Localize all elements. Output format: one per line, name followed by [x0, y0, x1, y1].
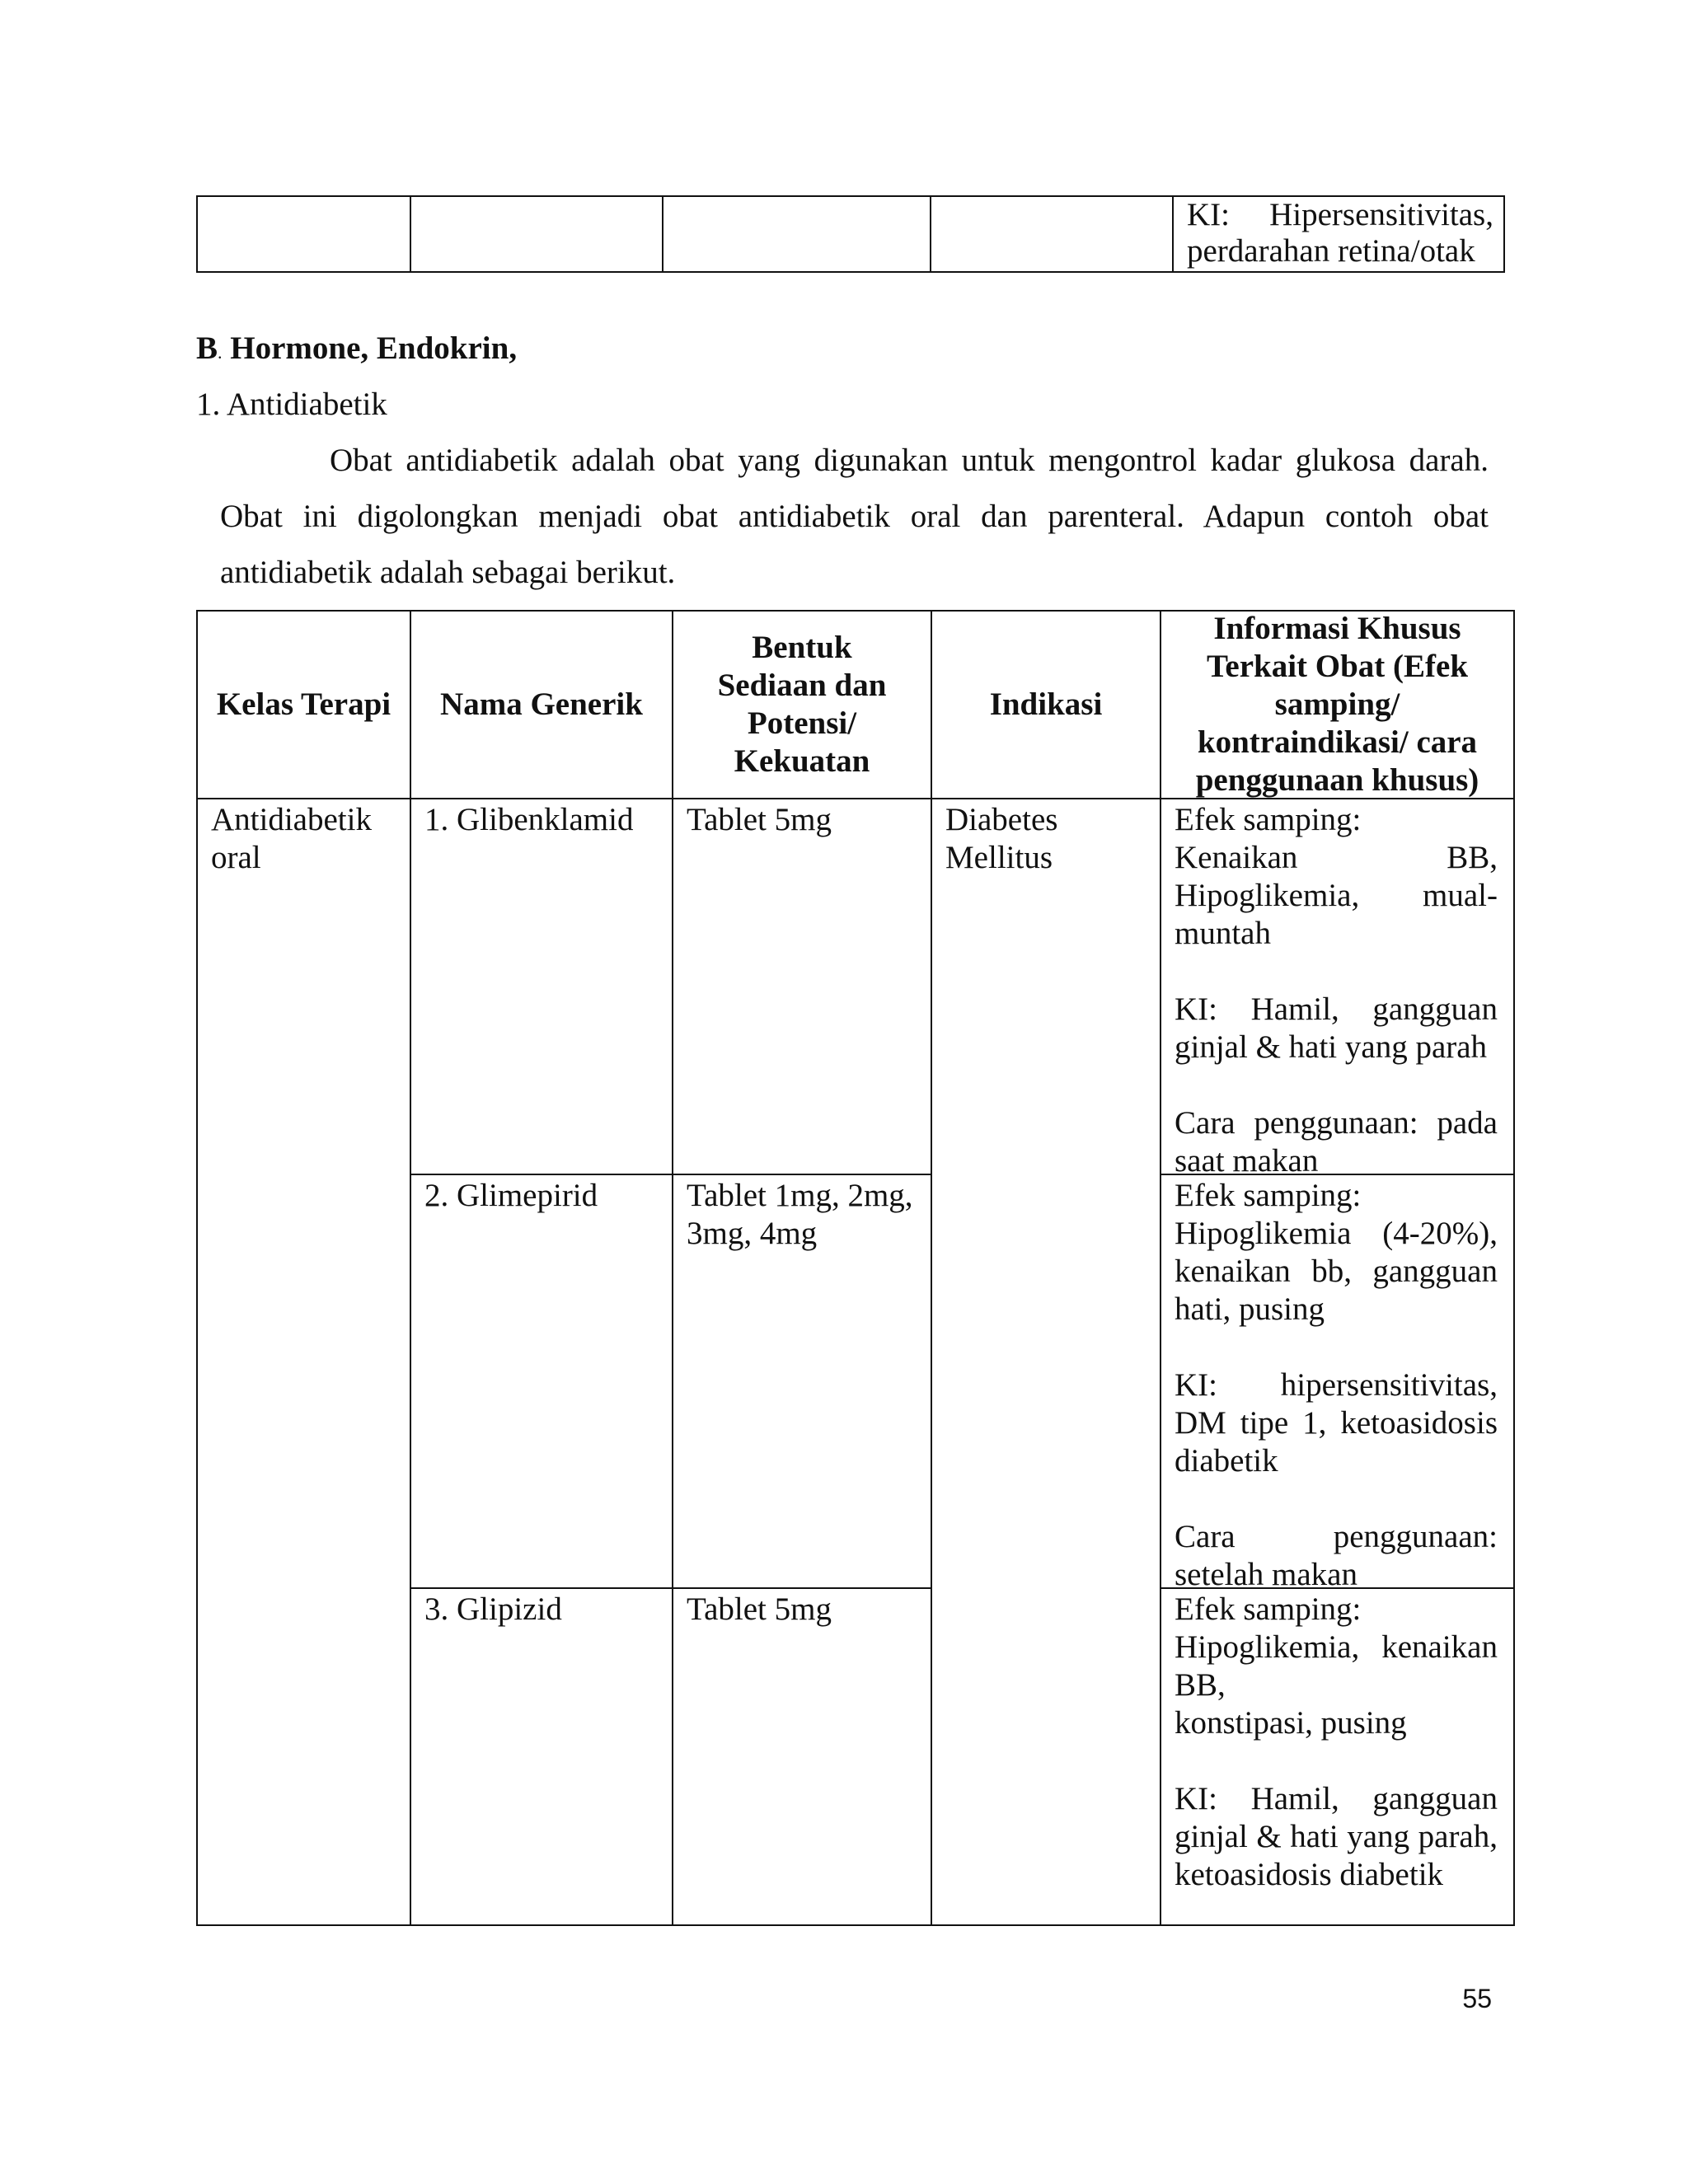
cell-nama-generik-1: 1. Glibenklamid	[424, 802, 634, 837]
header-bentuk-sediaan: Bentuk Sediaan dan Potensi/ Kekuatan	[717, 630, 887, 779]
cell-bentuk-sediaan-3: Tablet 5mg	[687, 1591, 832, 1627]
header-informasi-khusus: Informasi Khusus Terkait Obat (Efek samping/ kontraindikasi/ cara penggunaan khusus)	[1195, 611, 1479, 798]
info-1-cara: Cara penggunaan: pada saat makan	[1175, 1105, 1498, 1179]
cell-nama-generik-3: 3. Glipizid	[424, 1591, 562, 1627]
info-1-efek-line-3: muntah	[1175, 916, 1271, 951]
header-kelas-terapi: Kelas Terapi	[216, 687, 392, 722]
section-heading	[196, 330, 517, 372]
cell-kelas-terapi: Antidiabetik oral	[211, 802, 372, 875]
cell-informasi-1	[1175, 801, 1498, 1180]
intro-line-3: antidiabetik adalah sebagai berikut.	[220, 555, 676, 590]
info-1-efek-line-2: Hipoglikemia, mual-	[1175, 878, 1498, 913]
cell-informasi-3	[1175, 1591, 1498, 1894]
info-1-efek-line-1: Kenaikan BB,	[1175, 840, 1498, 875]
cell-indikasi: Diabetes Mellitus	[945, 802, 1058, 875]
info-3-efek-line-1: Hipoglikemia, kenaikan BB,	[1175, 1629, 1498, 1703]
intro-line-1: Obat antidiabetik adalah obat yang digunakan untuk mengontrol kadar glukosa darah.	[330, 443, 1489, 478]
section-title: Hormone, Endokrin,	[230, 330, 518, 366]
header-indikasi: Indikasi	[989, 687, 1103, 722]
header-nama-generik: Nama Generik	[440, 687, 643, 722]
cell-nama-generik-2: 2. Glimepirid	[424, 1178, 598, 1213]
info-1-ki: KI: Hamil, gangguan ginjal & hati yang parah	[1175, 991, 1498, 1065]
page-number: 55	[1462, 1984, 1492, 2013]
cell-bentuk-sediaan-1: Tablet 5mg	[687, 802, 832, 837]
info-3-ki: KI: Hamil, gangguan ginjal & hati yang parah, ketoasidosis diabetik	[1175, 1781, 1498, 1892]
cell-informasi-2	[1175, 1177, 1498, 1594]
info-1-efek-title: Efek samping:	[1175, 802, 1362, 837]
info-3-efek-line-2: konstipasi, pusing	[1175, 1705, 1407, 1741]
info-3-efek-title: Efek samping:	[1175, 1591, 1362, 1627]
section-dot: .	[218, 342, 223, 363]
section-letter: B	[196, 330, 218, 366]
subsection-title: 1. Antidiabetik	[196, 387, 387, 422]
cell-bentuk-sediaan-2: Tablet 1mg, 2mg, 3mg, 4mg	[687, 1178, 913, 1251]
info-2-efek-title: Efek samping:	[1175, 1178, 1362, 1213]
top-table-last-cell: KI: Hipersensitivitas, perdarahan retina/otak	[1187, 197, 1493, 269]
info-2-cara: Cara penggunaan: setelah makan	[1175, 1519, 1498, 1592]
intro-line-2: Obat ini digolongkan menjadi obat antidiabetik oral dan parenteral. Adapun contoh obat	[220, 499, 1489, 534]
info-2-ki: KI: hipersensitivitas, DM tipe 1, ketoasidosis diabetik	[1175, 1367, 1498, 1479]
info-2-efek: Hipoglikemia (4-20%), kenaikan bb, gangguan hati, pusing	[1175, 1216, 1498, 1327]
